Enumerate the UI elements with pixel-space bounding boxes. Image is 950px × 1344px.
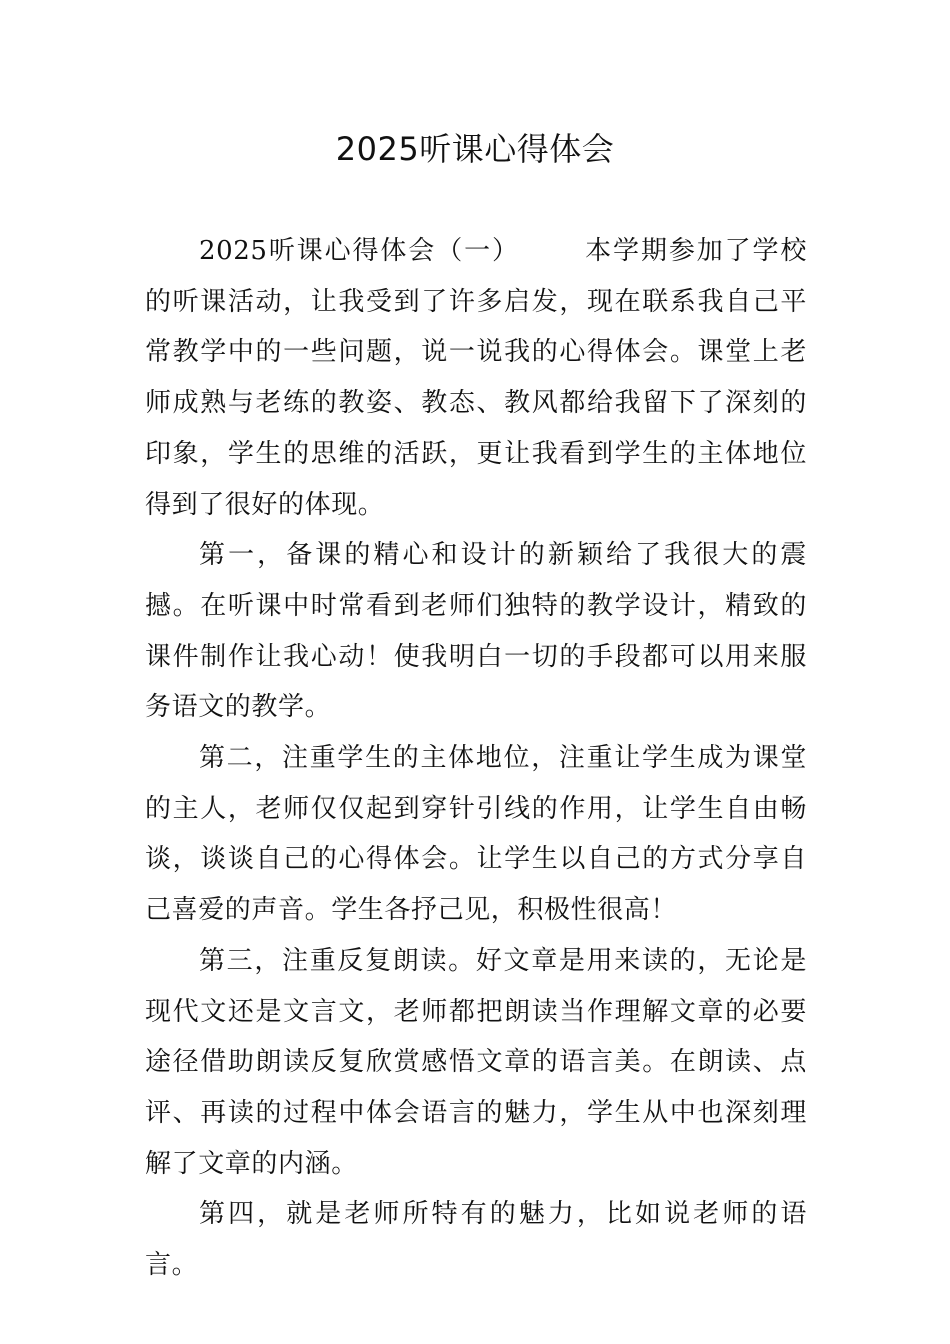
paragraph-point-2: 第二，注重学生的主体地位，注重让学生成为课堂的主人，老师仅仅起到穿针引线的作用，让学生自由畅谈，谈谈自己的心得体会。让学生以自己的方式分享自己喜爱的声音。学生各抒己见，积极性很高！ bbox=[145, 743, 807, 926]
document-body bbox=[145, 226, 807, 1291]
paragraph-intro bbox=[145, 226, 807, 530]
paragraph-point-4: 第四，就是老师所特有的魅力，比如说老师的语言。 bbox=[145, 1199, 807, 1281]
section-heading: 2025听课心得体会（一） bbox=[199, 236, 520, 266]
paragraph-point-3: 第三，注重反复朗读。好文章是用来读的，无论是现代文还是文言文，老师都把朗读当作理解文章的必要途径借助朗读反复欣赏感悟文章的语言美。在朗读、点评、再读的过程中体会语言的魅力，学生从中也深刻理解了文章的内涵。 bbox=[145, 945, 807, 1179]
document-title: 2025听课心得体会 bbox=[335, 130, 615, 168]
paragraph-text: 本学期参加了学校的听课活动，让我受到了许多启发，现在联系我自己平常教学中的一些问题，说一说我的心得体会。课堂上老师成熟与老练的教姿、教态、教风都给我留下了深刻的印象，学生的思维的活跃，更让我看到学生的主体地位得到了很好的体现。 bbox=[145, 236, 807, 520]
paragraph-point-1: 第一，备课的精心和设计的新颖给了我很大的震撼。在听课中时常看到老师们独特的教学设计，精致的课件制作让我心动！使我明白一切的手段都可以用来服务语文的教学。 bbox=[145, 540, 807, 723]
